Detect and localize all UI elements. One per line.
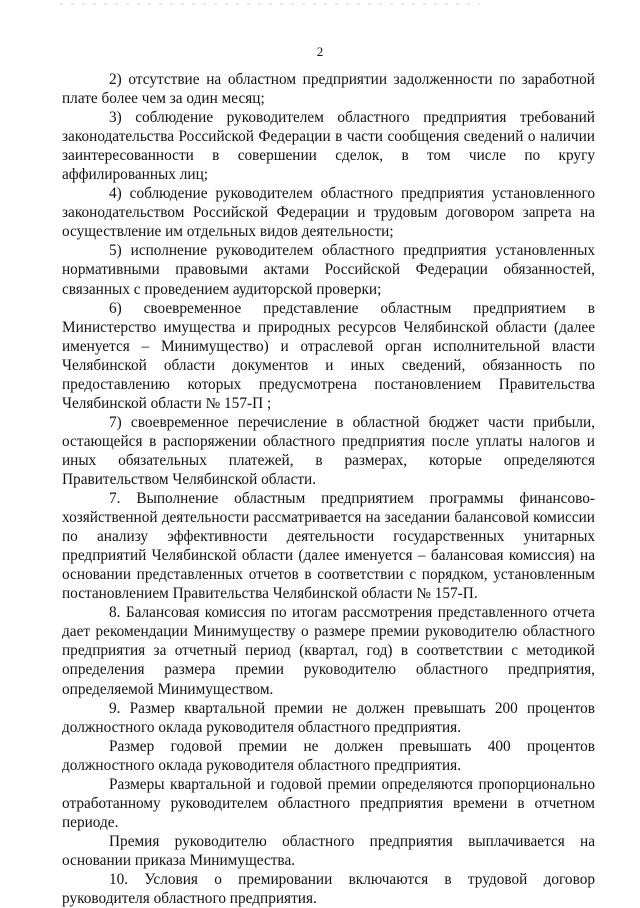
paragraph-clause-8: 8. Балансовая комиссия по итогам рассмотрения представленного отчета дает рекомендации Минимуществу о размере премии руководителю областного предприятия за отчетный период (квартал, год) в соответствии с методикой определения размера премии руководителю областного предприятия, определяемой Минимуществом. — [62, 604, 595, 698]
paragraph-bonus-payment: Премия руководителю областного предприятия выплачивается на основании приказа Минимущества. — [62, 832, 595, 869]
paragraph-item-6: 6) своевременное представление областным предприятием в Министерство имущества и природных ресурсов Челябинской области (далее именуется – Минимущество) и отраслевой орган исполнительной власти Челябинской области документов и иных сведений, обязанность по предоставлению которых предусмотрена постановлением Правительства Челябинской области № 157-П ; — [62, 299, 595, 412]
scan-artifact — [60, 3, 480, 5]
page-number: 2 — [316, 44, 324, 59]
paragraph-item-2: 2) отсутствие на областном предприятии задолженности по заработной плате более чем за один месяц; — [62, 71, 595, 108]
paragraph-clause-10: 10. Условия о премировании включаются в трудовой договор руководителя областного предприятия. — [62, 870, 595, 908]
paragraph-bonus-proportion: Размеры квартальной и годовой премии определяются пропорционально отработанному руководителем областного предприятия времени в отчетном периоде. — [62, 775, 595, 831]
document-body — [62, 70, 595, 908]
paragraph-clause-9: 9. Размер квартальной премии не должен превышать 200 процентов должностного оклада руководителя областного предприятия. — [62, 699, 595, 736]
paragraph-item-5: 5) исполнение руководителем областного предприятия установленных нормативными правовыми актами Российской Федерации обязанностей, связанных с проведением аудиторской проверки; — [62, 242, 595, 298]
paragraph-item-7: 7) своевременное перечисление в областной бюджет части прибыли, остающейся в распоряжении областного предприятия после уплаты налогов и иных обязательных платежей, в размерах, которые определяются Правительством Челябинской области. — [62, 413, 595, 488]
paragraph-item-4: 4) соблюдение руководителем областного предприятия установленного законодательством Российской Федерации и трудовым договором запрета на осуществление им отдельных видов деятельности; — [62, 185, 595, 241]
paragraph-annual-bonus: Размер годовой премии не должен превышать 400 процентов должностного оклада руководителя областного предприятия. — [62, 737, 595, 774]
paragraph-clause-7: 7. Выполнение областным предприятием программы финансово-хозяйственной деятельности рассматривается на заседании балансовой комиссии по анализу эффективности деятельности государственных унитарных предприятий Челябинской области (далее именуется – балансовая комиссия) на основании представленных отчетов в соответствии с порядком, установленным постановлением Правительства Челябинской области № 157-П. — [62, 490, 595, 603]
paragraph-item-3: 3) соблюдение руководителем областного предприятия требований законодательства Российской Федерации в части сообщения сведений о наличии заинтересованности в совершении сделок, в том числе по кругу аффилированных лиц; — [62, 109, 595, 184]
